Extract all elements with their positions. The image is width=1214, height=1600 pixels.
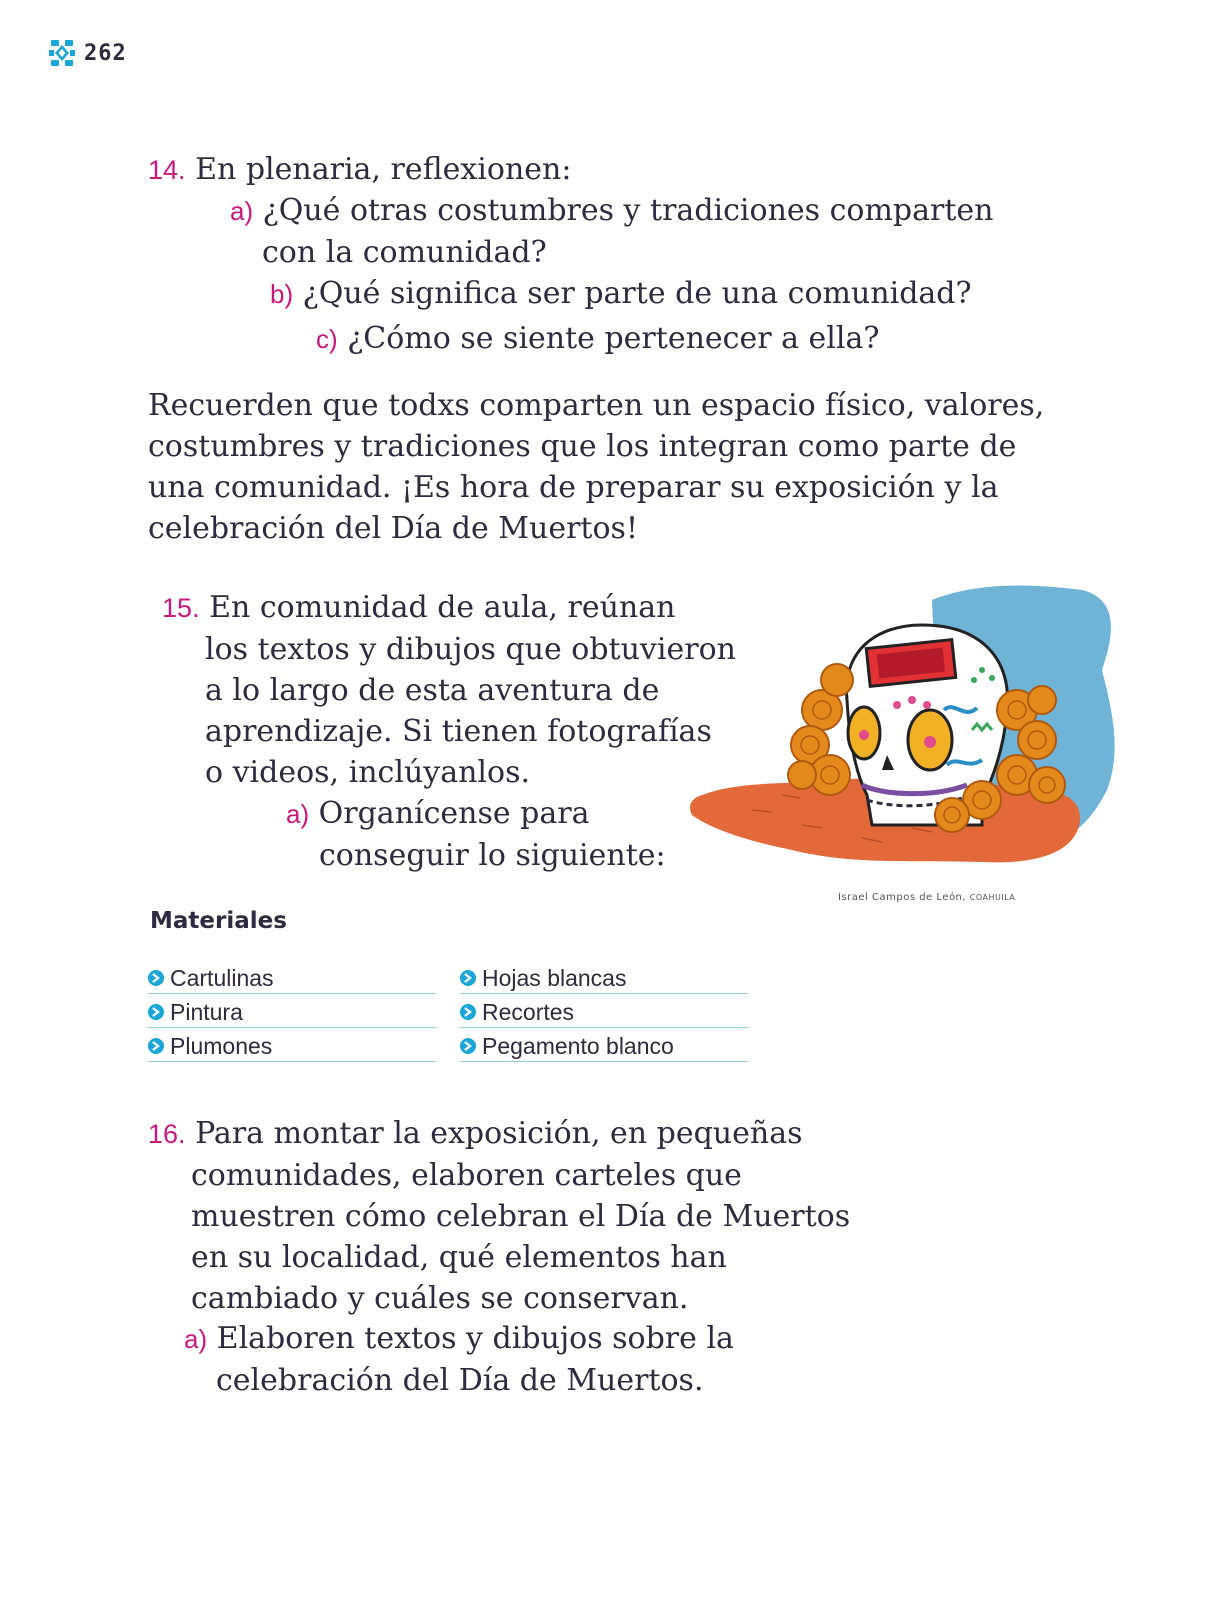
q14-item-a: [230, 190, 993, 273]
q16-line: muestren cómo celebran el Día de Muertos: [191, 1199, 851, 1234]
q15-line: En comunidad de aula, reúnan: [209, 590, 676, 625]
q14-c-text: ¿Cómo se siente pertenecer a ella?: [347, 321, 880, 356]
material-label: Plumones: [170, 1033, 273, 1059]
question-15: [162, 587, 736, 793]
sugar-skull-illustration: [682, 580, 1132, 880]
q15-a-line2: conseguir lo siguiente:: [319, 838, 666, 873]
q16-a-line1: Elaboren textos y dibujos sobre la: [216, 1321, 734, 1356]
q14-number: 14.: [148, 155, 186, 185]
q16-number: 16.: [148, 1119, 186, 1149]
paragraph-line: costumbres y tradiciones que los integran como parte de: [148, 429, 1017, 464]
chevron-right-icon: [148, 970, 164, 986]
q15-line: a lo largo de esta aventura de: [205, 673, 660, 708]
q14-b-label: b): [270, 279, 294, 309]
q16-line: Para montar la exposición, en pequeñas: [195, 1116, 803, 1151]
illustration-credit: [838, 892, 1015, 903]
materials-list-left: [148, 960, 436, 1062]
q14-heading: [148, 149, 571, 191]
q14-a-line2: con la comunidad?: [262, 235, 547, 270]
q15-line: o videos, inclúyanlos.: [205, 755, 531, 790]
material-label: Cartulinas: [170, 965, 274, 991]
q16-line: en su localidad, qué elementos han: [191, 1240, 727, 1275]
material-label: Pintura: [170, 999, 243, 1025]
material-label: Recortes: [482, 999, 575, 1025]
question-16: [148, 1113, 850, 1319]
q14-text: En plenaria, reflexionen:: [195, 152, 572, 187]
credit-state: COAHUILA: [969, 893, 1016, 902]
question-14: [148, 149, 571, 191]
material-item: [148, 1028, 436, 1062]
materials-list-right: [460, 960, 748, 1062]
q16-a-line2: celebración del Día de Muertos.: [216, 1363, 704, 1398]
q16-line: comunidades, elaboren carteles que: [191, 1158, 742, 1193]
reminder-paragraph: [148, 385, 1044, 549]
page-number: 262: [84, 40, 127, 66]
q15-a-line1: Organícense para: [318, 796, 590, 831]
paragraph-line: Recuerden que todxs comparten un espacio físico, valores,: [148, 388, 1045, 423]
q16-a-label: a): [184, 1324, 208, 1354]
chevron-right-icon: [148, 1004, 164, 1020]
paragraph-line: celebración del Día de Muertos!: [148, 511, 639, 546]
q14-a-label: a): [230, 196, 254, 226]
chevron-right-icon: [460, 970, 476, 986]
q14-item-b: [270, 273, 972, 315]
q14-c-label: c): [316, 324, 338, 354]
q14-a-line1: ¿Qué otras costumbres y tradiciones comparten: [262, 193, 994, 228]
materials-title: Materiales: [150, 908, 287, 934]
q16-line: cambiado y cuáles se conservan.: [191, 1281, 689, 1316]
chevron-right-icon: [460, 1038, 476, 1054]
q15-item-a: [286, 793, 666, 876]
q15-line: aprendizaje. Si tienen fotografías: [205, 714, 712, 749]
q15-a-label: a): [286, 799, 310, 829]
q15-number: 15.: [162, 593, 200, 623]
chevron-right-icon: [148, 1038, 164, 1054]
q14-item-c: [316, 318, 879, 360]
material-label: Pegamento blanco: [482, 1033, 674, 1059]
material-label: Hojas blancas: [482, 965, 627, 991]
q14-b-text: ¿Qué significa ser parte de una comunidad?: [302, 276, 972, 311]
logo-icon: [48, 38, 76, 68]
q15-line: los textos y dibujos que obtuvieron: [205, 632, 736, 667]
q16-item-a: [184, 1318, 734, 1401]
material-item: [148, 960, 436, 994]
material-item: [460, 1028, 748, 1062]
material-item: [148, 994, 436, 1028]
material-item: [460, 960, 748, 994]
material-item: [460, 994, 748, 1028]
page-header: [48, 38, 127, 68]
credit-name: Israel Campos de León,: [838, 892, 967, 903]
paragraph-line: una comunidad. ¡Es hora de preparar su exposición y la: [148, 470, 999, 505]
chevron-right-icon: [460, 1004, 476, 1020]
